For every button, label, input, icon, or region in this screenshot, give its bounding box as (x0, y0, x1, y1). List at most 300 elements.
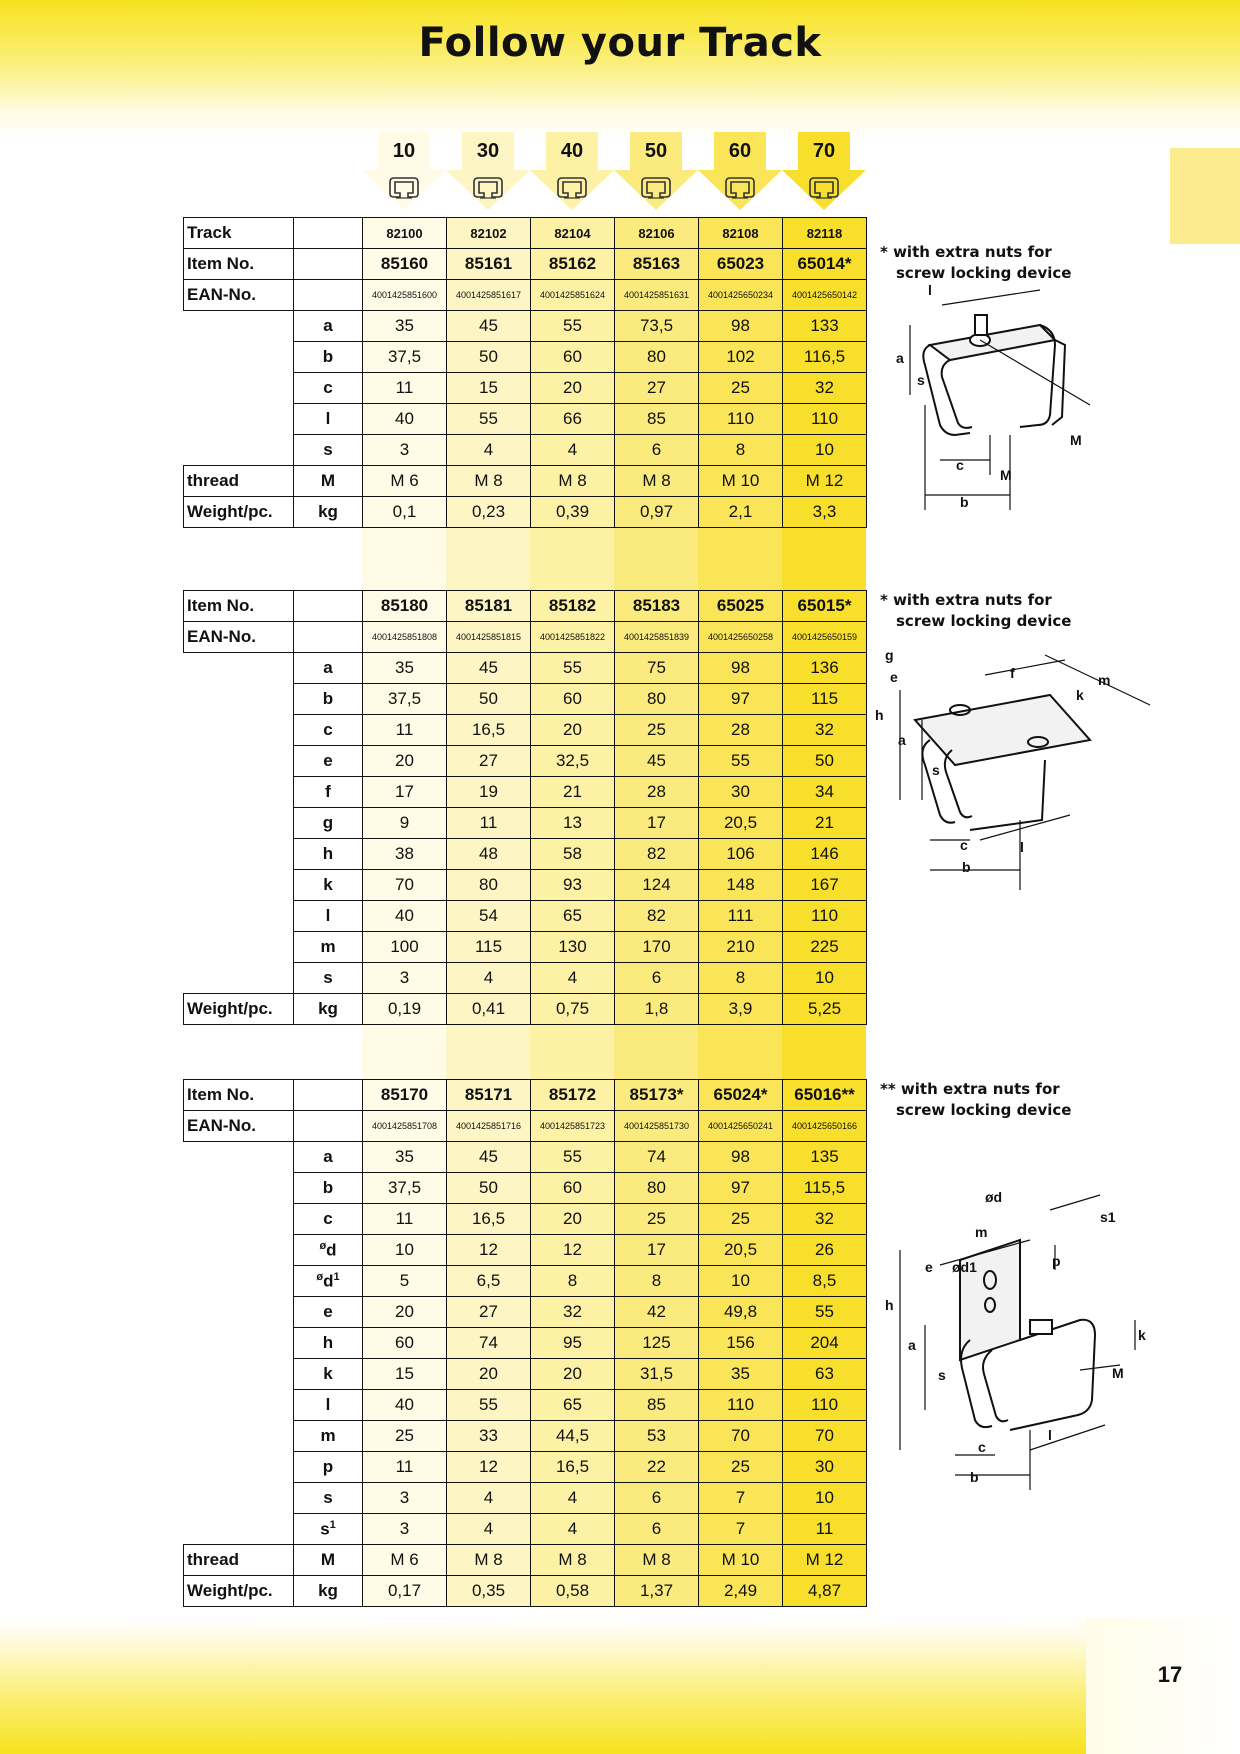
cell-dim: 45 (447, 653, 531, 684)
cell-dim: 4 (447, 1514, 531, 1545)
row-blank (184, 1142, 294, 1173)
cell-dim: 210 (699, 932, 783, 963)
row-unit: $^ø$d (294, 1235, 363, 1266)
row-unit: M (294, 466, 363, 497)
cell-dim: 3,9 (699, 994, 783, 1025)
cell-dim: 3,3 (783, 497, 867, 528)
cell-dim: 25 (699, 1452, 783, 1483)
cell-dim: 12 (447, 1235, 531, 1266)
row-unit: s (294, 435, 363, 466)
cell-ean: 4001425650258 (699, 622, 783, 653)
cell-dim: 28 (615, 777, 699, 808)
cell-dim: 0,23 (447, 497, 531, 528)
cell-dim: 7 (699, 1514, 783, 1545)
dim-f-label: f (1010, 665, 1015, 681)
cell-item: 85171 (447, 1080, 531, 1111)
cell-dim: 3 (363, 963, 447, 994)
row-unit: M (294, 1545, 363, 1576)
cell-dim: 2,1 (699, 497, 783, 528)
row-blank (184, 777, 294, 808)
cell-dim: 10 (783, 963, 867, 994)
cell-ean: 4001425851631 (615, 280, 699, 311)
cell-dim: 10 (363, 1235, 447, 1266)
cell-ean: 4001425851708 (363, 1111, 447, 1142)
cell-item: 65024* (699, 1080, 783, 1111)
size-arrow-60 (698, 132, 782, 214)
note-line-2: screw locking device (896, 1101, 1072, 1119)
dim-s-label: s (938, 1367, 946, 1383)
row-blank (184, 1421, 294, 1452)
track-profile-icon (472, 174, 504, 200)
row-blank (184, 715, 294, 746)
cell-dim: 50 (447, 684, 531, 715)
cell-dim: M 6 (363, 1545, 447, 1576)
table-row (184, 1483, 867, 1514)
table-row (184, 591, 867, 622)
side-tab (1170, 148, 1240, 244)
note-line-1: * with extra nuts for (880, 243, 1052, 261)
cell-dim: 115 (783, 684, 867, 715)
cell-dim: 93 (531, 870, 615, 901)
table-row (184, 311, 867, 342)
cell-dim: M 8 (447, 1545, 531, 1576)
cell-dim: 27 (447, 746, 531, 777)
cell-dim: 11 (363, 715, 447, 746)
table-row (184, 373, 867, 404)
cell-dim: M 10 (699, 1545, 783, 1576)
cell-dim: 4 (531, 1483, 615, 1514)
cell-dim: 32 (783, 373, 867, 404)
cell-item: 85160 (363, 249, 447, 280)
row-blank (184, 1328, 294, 1359)
cell-item: 65015* (783, 591, 867, 622)
cell-dim: 15 (363, 1359, 447, 1390)
cell-dim: 0,35 (447, 1576, 531, 1607)
cell-dim: 133 (783, 311, 867, 342)
row-unit: s (294, 963, 363, 994)
spec-table-3 (183, 1079, 867, 1607)
dim-d-label: ød (985, 1190, 1003, 1205)
cell-dim: 8 (531, 1266, 615, 1297)
row-label: EAN-No. (184, 1111, 294, 1142)
row-label: Weight/pc. (184, 994, 294, 1025)
cell-dim: 55 (531, 311, 615, 342)
row-unit: e (294, 746, 363, 777)
cell-dim: 75 (615, 653, 699, 684)
cell-dim: 1,8 (615, 994, 699, 1025)
cell-dim: 19 (447, 777, 531, 808)
dim-s-label: s (932, 762, 940, 778)
cell-dim: 32,5 (531, 746, 615, 777)
cell-dim: 0,97 (615, 497, 699, 528)
dim-s-label: s (917, 372, 925, 388)
row-unit: e (294, 1297, 363, 1328)
table-row (184, 1173, 867, 1204)
cell-dim: 11 (363, 1452, 447, 1483)
cell-dim: 17 (615, 808, 699, 839)
track-profile-icon (724, 174, 756, 200)
note-line-1: ** with extra nuts for (880, 1080, 1060, 1098)
row-unit: $^ød^1$ (294, 1266, 363, 1297)
cell-dim: 204 (783, 1328, 867, 1359)
table-row (184, 963, 867, 994)
row-label: Weight/pc. (184, 1576, 294, 1607)
dim-M-label-2: M (1000, 467, 1012, 483)
cell-dim: 74 (447, 1328, 531, 1359)
size-arrow-70 (782, 132, 866, 214)
cell-dim: 80 (615, 1173, 699, 1204)
table-row (184, 342, 867, 373)
cell-dim: 20 (531, 1359, 615, 1390)
row-unit: b (294, 1173, 363, 1204)
row-label: EAN-No. (184, 280, 294, 311)
dim-s1-label: s1 (1100, 1209, 1116, 1225)
note-line-1: * with extra nuts for (880, 591, 1052, 609)
cell-dim: 16,5 (531, 1452, 615, 1483)
table-row (184, 1421, 867, 1452)
row-blank (184, 1452, 294, 1483)
dim-a-label: a (896, 350, 904, 366)
cell-dim: 98 (699, 653, 783, 684)
cell-dim: 0,19 (363, 994, 447, 1025)
cell-ean: 4001425650241 (699, 1111, 783, 1142)
table-row (184, 808, 867, 839)
row-blank (184, 1235, 294, 1266)
cell-ean: 4001425650142 (783, 280, 867, 311)
page-title: Follow your Track (418, 20, 822, 66)
table-row (184, 746, 867, 777)
cell-item: 85173* (615, 1080, 699, 1111)
cell-dim: 17 (615, 1235, 699, 1266)
cell-dim: 110 (783, 1390, 867, 1421)
row-blank (184, 1266, 294, 1297)
row-label: EAN-No. (184, 622, 294, 653)
cell-dim: 40 (363, 404, 447, 435)
cell-ean: 4001425650234 (699, 280, 783, 311)
row-label: thread (184, 1545, 294, 1576)
table-row (184, 901, 867, 932)
row-blank (184, 684, 294, 715)
cell-track: 82100 (363, 218, 447, 249)
cell-dim: 44,5 (531, 1421, 615, 1452)
cell-dim: 35 (363, 311, 447, 342)
cell-dim: 65 (531, 901, 615, 932)
cell-dim: 32 (531, 1297, 615, 1328)
cell-dim: 11 (363, 373, 447, 404)
row-unit (294, 622, 363, 653)
cell-item: 65014* (783, 249, 867, 280)
cell-dim: 35 (363, 653, 447, 684)
cell-dim: M 10 (699, 466, 783, 497)
row-unit: a (294, 1142, 363, 1173)
table-row (184, 715, 867, 746)
cell-dim: 37,5 (363, 342, 447, 373)
cell-dim: 53 (615, 1421, 699, 1452)
table-row (184, 1266, 867, 1297)
cell-dim: 32 (783, 1204, 867, 1235)
cell-dim: 48 (447, 839, 531, 870)
table-row (184, 932, 867, 963)
table-row (184, 622, 867, 653)
track-profile-icon (556, 174, 588, 200)
row-unit: kg (294, 497, 363, 528)
dim-c-label: c (956, 457, 964, 473)
cell-dim: 60 (531, 342, 615, 373)
cell-track: 82106 (615, 218, 699, 249)
cell-dim: 97 (699, 684, 783, 715)
cell-dim: 28 (699, 715, 783, 746)
bracket-diagram-2 (870, 640, 1160, 900)
table-row (184, 1297, 867, 1328)
row-blank (184, 963, 294, 994)
cell-dim: 135 (783, 1142, 867, 1173)
dim-c-label: c (978, 1439, 986, 1455)
track-profile-icon (388, 174, 420, 200)
cell-item: 85180 (363, 591, 447, 622)
cell-dim: 70 (783, 1421, 867, 1452)
cell-ean: 4001425650166 (783, 1111, 867, 1142)
page-number: 17 (1157, 1662, 1183, 1687)
cell-dim: 4 (447, 1483, 531, 1514)
cell-dim: 45 (447, 311, 531, 342)
cell-ean: 4001425851723 (531, 1111, 615, 1142)
row-unit: k (294, 1359, 363, 1390)
size-arrow-50 (614, 132, 698, 214)
row-blank (184, 932, 294, 963)
table-row (184, 1390, 867, 1421)
cell-dim: 25 (615, 715, 699, 746)
row-unit (294, 280, 363, 311)
dim-b-label: b (960, 494, 969, 510)
cell-dim: 115 (447, 932, 531, 963)
size-label: 10 (392, 140, 416, 162)
row-unit: b (294, 684, 363, 715)
cell-dim: 11 (447, 808, 531, 839)
cell-item: 65025 (699, 591, 783, 622)
row-unit: g (294, 808, 363, 839)
bracket-diagram-1 (880, 285, 1120, 525)
cell-dim: 4,87 (783, 1576, 867, 1607)
cell-ean: 4001425851624 (531, 280, 615, 311)
table-row (184, 1545, 867, 1576)
cell-dim: 148 (699, 870, 783, 901)
dim-a-label: a (898, 732, 906, 748)
dim-h-label: h (875, 707, 884, 723)
dim-d1-label: ød1 (952, 1259, 977, 1275)
row-blank (184, 839, 294, 870)
cell-dim: 12 (531, 1235, 615, 1266)
row-blank (184, 342, 294, 373)
note-table-3 (880, 1079, 1071, 1121)
cell-dim: 58 (531, 839, 615, 870)
table-row (184, 1235, 867, 1266)
cell-dim: 8 (699, 435, 783, 466)
row-unit (294, 249, 363, 280)
cell-dim: 70 (363, 870, 447, 901)
row-blank (184, 435, 294, 466)
dim-p-label: p (1052, 1253, 1061, 1269)
cell-dim: 80 (615, 342, 699, 373)
row-unit: m (294, 932, 363, 963)
cell-dim: 9 (363, 808, 447, 839)
cell-dim: 74 (615, 1142, 699, 1173)
cell-dim: 0,17 (363, 1576, 447, 1607)
cell-dim: 85 (615, 1390, 699, 1421)
row-unit: l (294, 1390, 363, 1421)
cell-dim: 6,5 (447, 1266, 531, 1297)
cell-dim: 110 (783, 404, 867, 435)
cell-dim: 0,41 (447, 994, 531, 1025)
cell-dim: 167 (783, 870, 867, 901)
row-unit (294, 218, 363, 249)
cell-dim: 3 (363, 435, 447, 466)
dim-M-label: M (1112, 1365, 1124, 1381)
cell-dim: 63 (783, 1359, 867, 1390)
cell-dim: 21 (531, 777, 615, 808)
table-row (184, 870, 867, 901)
table-row (184, 249, 867, 280)
cell-dim: 55 (531, 1142, 615, 1173)
cell-dim: 20,5 (699, 808, 783, 839)
dim-g-label: g (885, 647, 894, 663)
cell-dim: 21 (783, 808, 867, 839)
cell-dim: 25 (363, 1421, 447, 1452)
size-label: 30 (476, 140, 500, 162)
cell-dim: 125 (615, 1328, 699, 1359)
cell-ean: 4001425851617 (447, 280, 531, 311)
row-blank (184, 653, 294, 684)
row-unit: h (294, 839, 363, 870)
dim-b-label: b (962, 859, 971, 875)
cell-dim: 31,5 (615, 1359, 699, 1390)
cell-dim: 54 (447, 901, 531, 932)
cell-ean: 4001425851822 (531, 622, 615, 653)
cell-item: 85161 (447, 249, 531, 280)
row-blank (184, 1483, 294, 1514)
row-label: thread (184, 466, 294, 497)
row-blank (184, 1390, 294, 1421)
cell-dim: 16,5 (447, 715, 531, 746)
cell-item: 85181 (447, 591, 531, 622)
cell-dim: 0,1 (363, 497, 447, 528)
cell-dim: 0,39 (531, 497, 615, 528)
spec-table-2 (183, 590, 867, 1025)
dim-l-label: l (928, 285, 932, 298)
cell-dim: 13 (531, 808, 615, 839)
cell-dim: 4 (531, 963, 615, 994)
size-label: 50 (644, 140, 668, 162)
cell-dim: 80 (615, 684, 699, 715)
row-label: Weight/pc. (184, 497, 294, 528)
cell-dim: 100 (363, 932, 447, 963)
cell-dim: M 8 (447, 466, 531, 497)
row-blank (184, 870, 294, 901)
cell-dim: 33 (447, 1421, 531, 1452)
row-label: Track (184, 218, 294, 249)
cell-dim: 25 (615, 1204, 699, 1235)
cell-dim: 110 (699, 1390, 783, 1421)
cell-dim: M 6 (363, 466, 447, 497)
cell-dim: 10 (699, 1266, 783, 1297)
row-blank (184, 404, 294, 435)
table-row (184, 1328, 867, 1359)
cell-dim: M 12 (783, 466, 867, 497)
cell-dim: 110 (783, 901, 867, 932)
cell-dim: 25 (699, 373, 783, 404)
row-blank (184, 373, 294, 404)
cell-dim: 70 (699, 1421, 783, 1452)
row-unit: l (294, 901, 363, 932)
cell-dim: M 8 (615, 466, 699, 497)
cell-dim: 3 (363, 1514, 447, 1545)
cell-dim: 20 (531, 715, 615, 746)
cell-dim: 3 (363, 1483, 447, 1514)
cell-dim: 55 (699, 746, 783, 777)
cell-ean: 4001425851839 (615, 622, 699, 653)
cell-dim: 82 (615, 901, 699, 932)
cell-dim: 4 (531, 435, 615, 466)
cell-dim: 50 (783, 746, 867, 777)
row-blank (184, 1514, 294, 1545)
cell-dim: 106 (699, 839, 783, 870)
size-label: 40 (560, 140, 584, 162)
cell-dim: M 8 (615, 1545, 699, 1576)
cell-dim: 20 (531, 373, 615, 404)
cell-dim: 80 (447, 870, 531, 901)
cell-dim: 16,5 (447, 1204, 531, 1235)
cell-dim: 45 (447, 1142, 531, 1173)
table-row (184, 684, 867, 715)
row-unit: m (294, 1421, 363, 1452)
cell-item: 85163 (615, 249, 699, 280)
cell-item: 65016** (783, 1080, 867, 1111)
size-label: 60 (728, 140, 752, 162)
cell-dim: 8 (699, 963, 783, 994)
cell-dim: 124 (615, 870, 699, 901)
track-profile-icon (640, 174, 672, 200)
cell-ean: 4001425851730 (615, 1111, 699, 1142)
row-label: Item No. (184, 591, 294, 622)
cell-dim: 34 (783, 777, 867, 808)
cell-dim: 2,49 (699, 1576, 783, 1607)
table-row (184, 466, 867, 497)
cell-dim: M 8 (531, 466, 615, 497)
cell-track: 82118 (783, 218, 867, 249)
cell-dim: 85 (615, 404, 699, 435)
cell-dim: 5 (363, 1266, 447, 1297)
cell-dim: 30 (783, 1452, 867, 1483)
note-line-2: screw locking device (896, 264, 1072, 282)
cell-dim: 22 (615, 1452, 699, 1483)
row-unit (294, 1080, 363, 1111)
cell-dim: 4 (447, 435, 531, 466)
cell-dim: 55 (447, 1390, 531, 1421)
cell-dim: 136 (783, 653, 867, 684)
cell-dim: 6 (615, 435, 699, 466)
table-row (184, 653, 867, 684)
cell-dim: 8 (615, 1266, 699, 1297)
cell-track: 82102 (447, 218, 531, 249)
table-row (184, 1142, 867, 1173)
table-row (184, 839, 867, 870)
cell-dim: 98 (699, 1142, 783, 1173)
cell-ean: 4001425851716 (447, 1111, 531, 1142)
table-row (184, 777, 867, 808)
cell-dim: 32 (783, 715, 867, 746)
cell-item: 85170 (363, 1080, 447, 1111)
row-label: Item No. (184, 1080, 294, 1111)
cell-dim: 95 (531, 1328, 615, 1359)
